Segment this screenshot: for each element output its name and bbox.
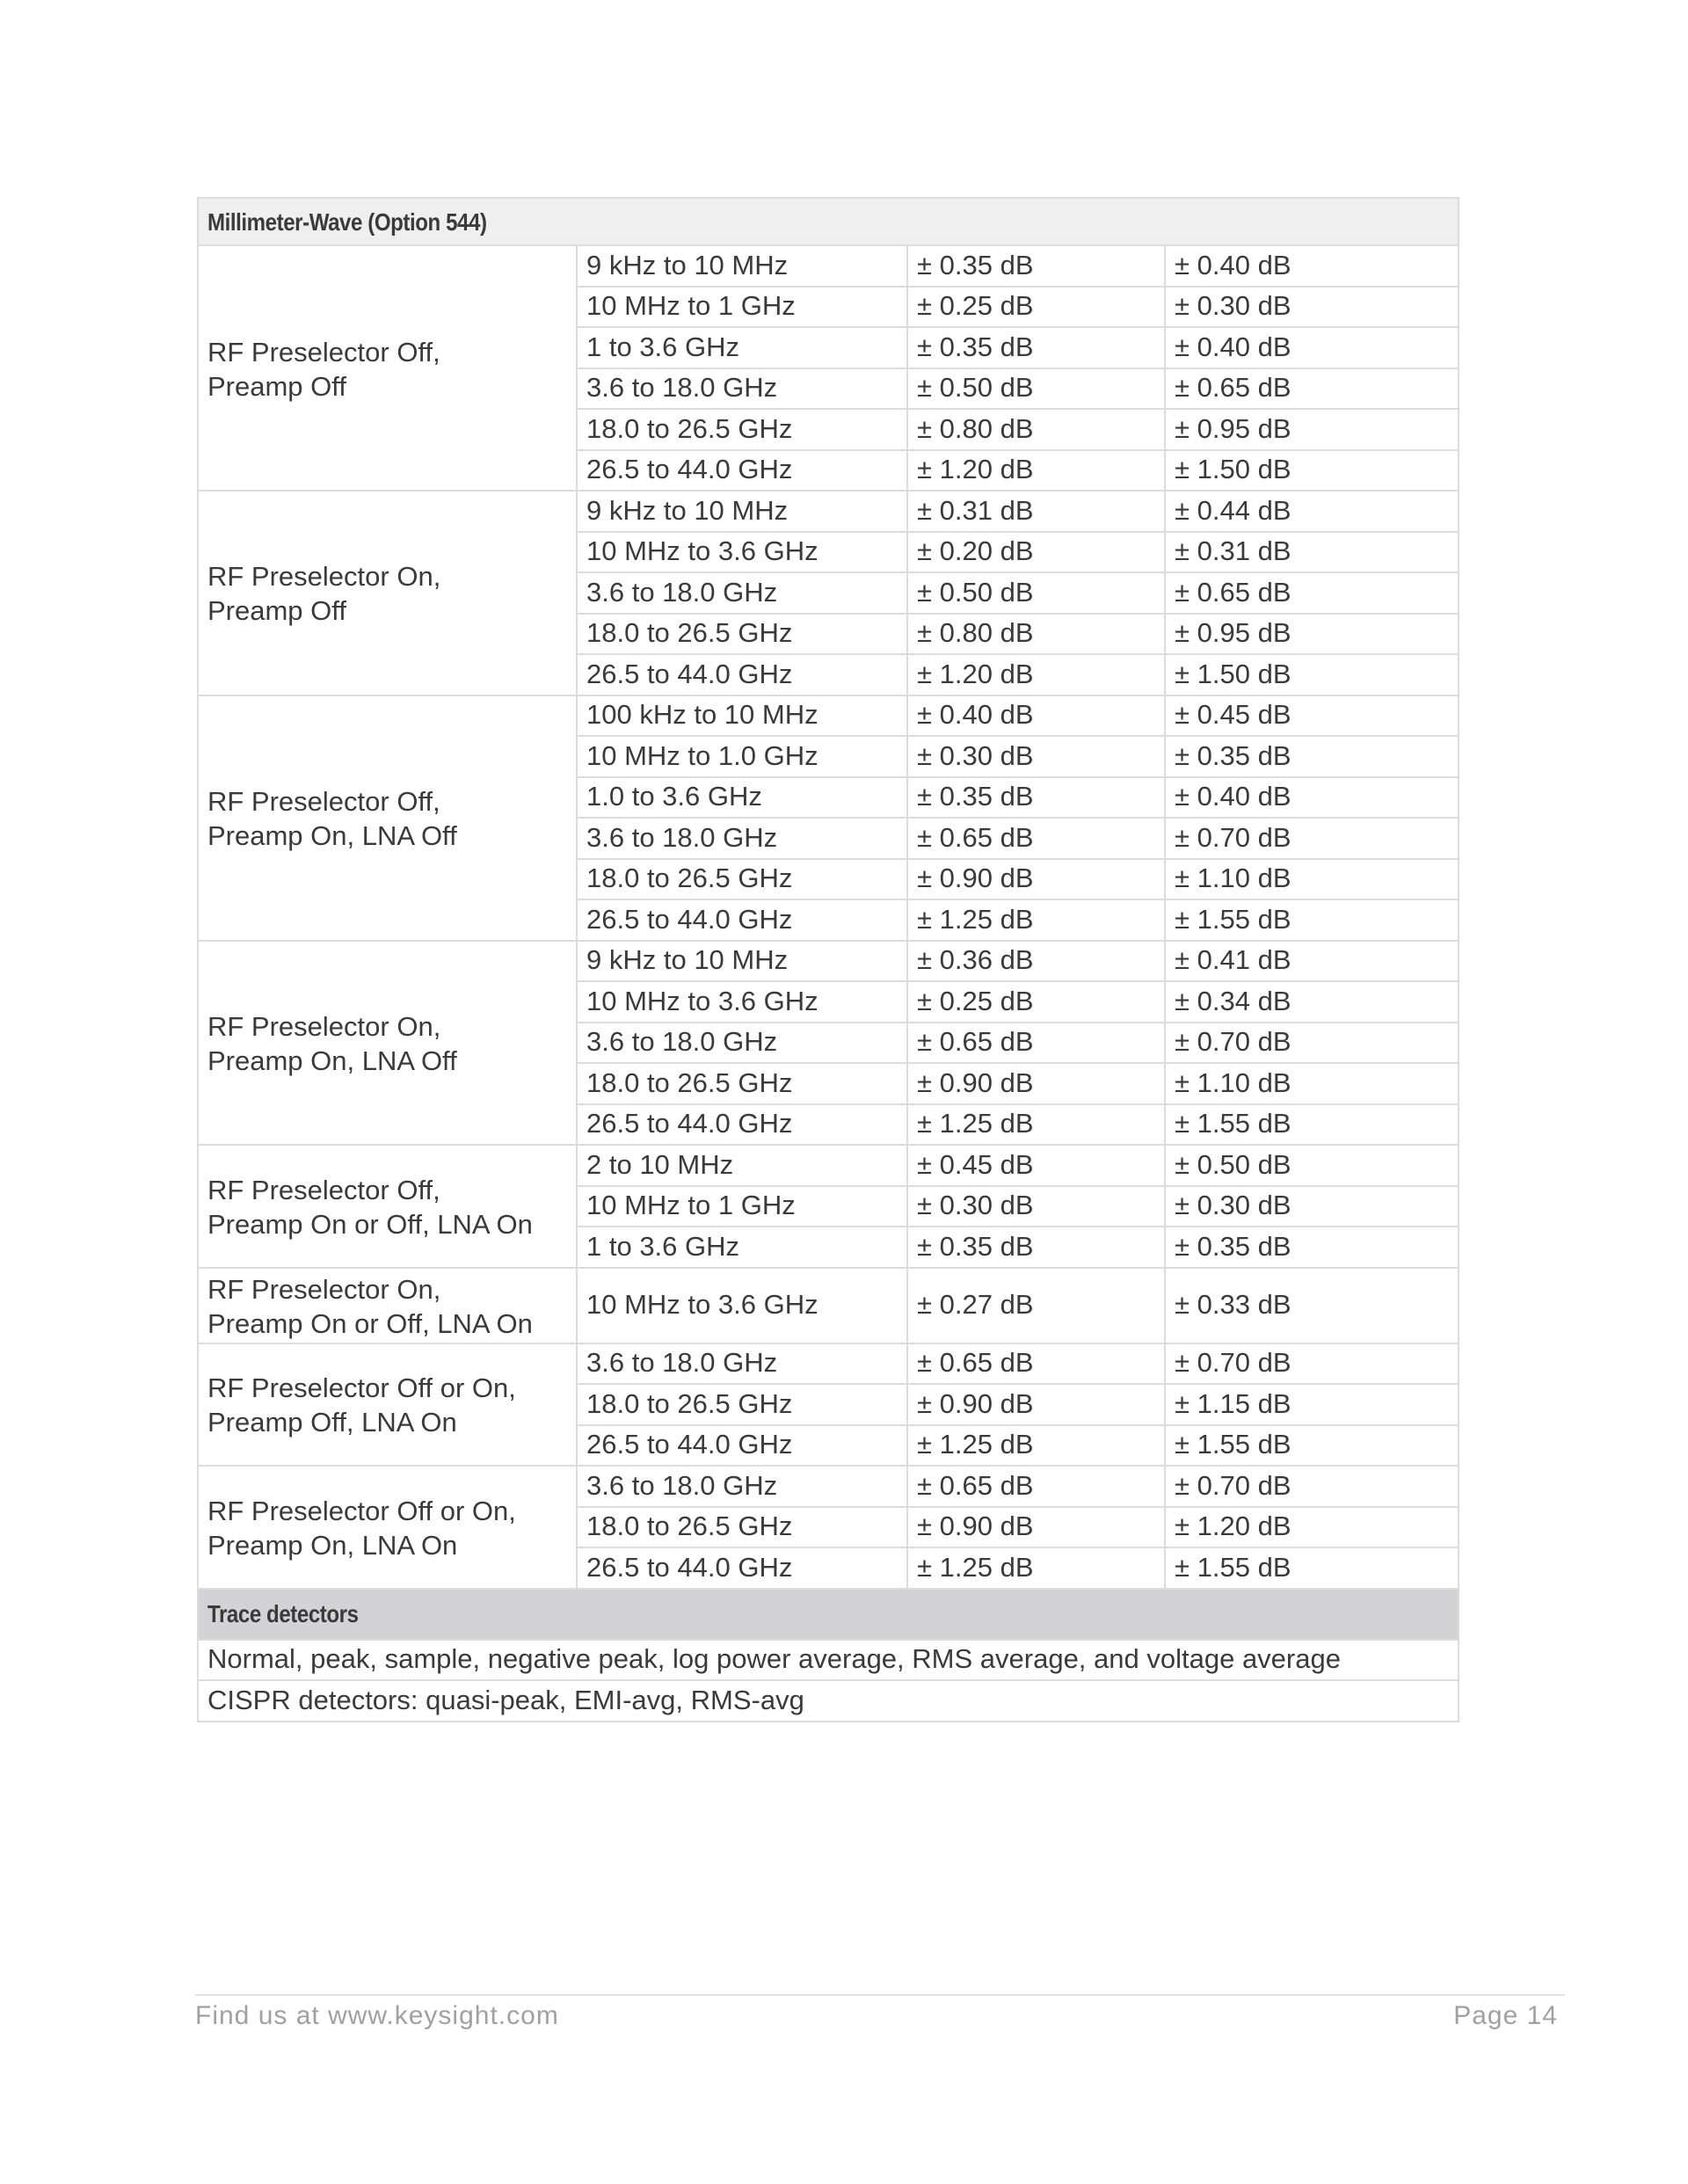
accuracy-max-cell: ± 0.40 dB [1165,777,1459,819]
accuracy-typical-cell: ± 1.25 dB [907,1104,1165,1146]
footer-website: Find us at www.keysight.com [195,2001,559,2030]
accuracy-typical-cell: ± 0.80 dB [907,409,1165,450]
accuracy-max-cell: ± 0.95 dB [1165,614,1459,655]
frequency-range-cell: 9 kHz to 10 MHz [577,491,907,532]
frequency-range-cell: 18.0 to 26.5 GHz [577,614,907,655]
accuracy-max-cell: ± 0.34 dB [1165,981,1459,1023]
accuracy-max-cell: ± 1.20 dB [1165,1507,1459,1548]
table-row [198,1680,1459,1722]
accuracy-max-cell: ± 1.10 dB [1165,1063,1459,1104]
trace-detectors-title [198,1589,1459,1640]
accuracy-typical-cell: ± 0.20 dB [907,532,1165,573]
accuracy-max-cell: ± 0.65 dB [1165,368,1459,410]
frequency-range-cell: 1.0 to 3.6 GHz [577,777,907,819]
accuracy-typical-cell: ± 0.90 dB [907,1507,1165,1548]
accuracy-typical-cell: ± 0.36 dB [907,941,1165,982]
accuracy-max-cell: ± 0.40 dB [1165,245,1459,287]
frequency-range-cell: 3.6 to 18.0 GHz [577,368,907,410]
condition-label: RF Preselector Off, Preamp On, LNA Off [198,695,577,941]
frequency-range-cell: 3.6 to 18.0 GHz [577,818,907,859]
trace-detector-line: CISPR detectors: quasi-peak, EMI-avg, RMS-avg [198,1680,1459,1722]
frequency-range-cell: 10 MHz to 1 GHz [577,287,907,328]
frequency-range-cell: 26.5 to 44.0 GHz [577,1104,907,1146]
condition-label: RF Preselector On, Preamp On, LNA Off [198,941,577,1146]
accuracy-typical-cell: ± 0.25 dB [907,981,1165,1023]
accuracy-typical-cell: ± 0.35 dB [907,1227,1165,1268]
accuracy-max-cell: ± 0.30 dB [1165,1186,1459,1227]
accuracy-max-cell: ± 0.35 dB [1165,736,1459,777]
accuracy-typical-cell: ± 0.80 dB [907,614,1165,655]
accuracy-max-cell: ± 0.70 dB [1165,818,1459,859]
table-row [198,695,1459,737]
condition-label: RF Preselector Off, Preamp On or Off, LNA On [198,1145,577,1268]
accuracy-max-cell: ± 1.10 dB [1165,859,1459,900]
accuracy-typical-cell: ± 0.45 dB [907,1145,1165,1186]
accuracy-max-cell: ± 1.55 dB [1165,1104,1459,1146]
accuracy-max-cell: ± 1.55 dB [1165,1425,1459,1467]
frequency-range-cell: 26.5 to 44.0 GHz [577,1425,907,1467]
accuracy-typical-cell: ± 0.30 dB [907,1186,1165,1227]
accuracy-max-cell: ± 0.45 dB [1165,695,1459,737]
condition-label: RF Preselector Off or On, Preamp On, LNA On [198,1466,577,1589]
accuracy-typical-cell: ± 0.90 dB [907,1384,1165,1425]
accuracy-typical-cell: ± 0.90 dB [907,859,1165,900]
trace-detectors-header-row [198,1589,1459,1640]
frequency-range-cell: 3.6 to 18.0 GHz [577,1466,907,1507]
accuracy-max-cell: ± 1.55 dB [1165,1547,1459,1589]
accuracy-typical-cell: ± 0.65 dB [907,1466,1165,1507]
frequency-range-cell: 18.0 to 26.5 GHz [577,1063,907,1104]
accuracy-typical-cell: ± 0.50 dB [907,572,1165,614]
frequency-range-cell: 10 MHz to 1.0 GHz [577,736,907,777]
frequency-range-cell: 18.0 to 26.5 GHz [577,1384,907,1425]
section-title-text: Millimeter-Wave (Option 544) [207,207,487,236]
section-title [198,198,1459,245]
accuracy-max-cell: ± 0.31 dB [1165,532,1459,573]
accuracy-typical-cell: ± 1.25 dB [907,1425,1165,1467]
table-row [198,1268,1459,1343]
condition-label: RF Preselector Off, Preamp Off [198,245,577,491]
table-row [198,1343,1459,1385]
accuracy-typical-cell: ± 0.35 dB [907,327,1165,368]
accuracy-typical-cell: ± 1.20 dB [907,450,1165,491]
table-row [198,1145,1459,1186]
accuracy-typical-cell: ± 0.65 dB [907,1343,1165,1385]
frequency-range-cell: 10 MHz to 3.6 GHz [577,1268,907,1343]
footer-divider [195,1994,1565,1996]
table-row [198,491,1459,532]
frequency-range-cell: 2 to 10 MHz [577,1145,907,1186]
accuracy-typical-cell: ± 0.50 dB [907,368,1165,410]
accuracy-typical-cell: ± 1.25 dB [907,1547,1165,1589]
accuracy-max-cell: ± 0.95 dB [1165,409,1459,450]
table-row [198,941,1459,982]
frequency-range-cell: 18.0 to 26.5 GHz [577,1507,907,1548]
frequency-range-cell: 9 kHz to 10 MHz [577,941,907,982]
accuracy-max-cell: ± 0.33 dB [1165,1268,1459,1343]
accuracy-typical-cell: ± 0.30 dB [907,736,1165,777]
frequency-range-cell: 26.5 to 44.0 GHz [577,899,907,941]
accuracy-max-cell: ± 0.35 dB [1165,1227,1459,1268]
accuracy-typical-cell: ± 0.35 dB [907,777,1165,819]
frequency-range-cell: 9 kHz to 10 MHz [577,245,907,287]
accuracy-typical-cell: ± 0.90 dB [907,1063,1165,1104]
frequency-range-cell: 18.0 to 26.5 GHz [577,409,907,450]
footer-page-number: Page 14 [1453,2001,1558,2030]
accuracy-max-cell: ± 0.50 dB [1165,1145,1459,1186]
accuracy-typical-cell: ± 0.25 dB [907,287,1165,328]
accuracy-typical-cell: ± 0.40 dB [907,695,1165,737]
frequency-range-cell: 100 kHz to 10 MHz [577,695,907,737]
table-row [198,1640,1459,1681]
frequency-range-cell: 26.5 to 44.0 GHz [577,654,907,695]
spec-table [197,197,1459,1722]
section-header-row [198,198,1459,245]
table-row [198,1466,1459,1507]
frequency-range-cell: 3.6 to 18.0 GHz [577,1023,907,1064]
accuracy-typical-cell: ± 1.20 dB [907,654,1165,695]
accuracy-max-cell: ± 0.41 dB [1165,941,1459,982]
condition-label: RF Preselector On, Preamp On or Off, LNA On [198,1268,577,1343]
frequency-range-cell: 3.6 to 18.0 GHz [577,572,907,614]
accuracy-max-cell: ± 0.70 dB [1165,1023,1459,1064]
accuracy-max-cell: ± 1.55 dB [1165,899,1459,941]
accuracy-typical-cell: ± 0.27 dB [907,1268,1165,1343]
frequency-range-cell: 10 MHz to 3.6 GHz [577,532,907,573]
frequency-range-cell: 10 MHz to 3.6 GHz [577,981,907,1023]
table-row [198,245,1459,287]
accuracy-max-cell: ± 1.50 dB [1165,654,1459,695]
frequency-range-cell: 18.0 to 26.5 GHz [577,859,907,900]
accuracy-max-cell: ± 0.70 dB [1165,1466,1459,1507]
accuracy-typical-cell: ± 0.65 dB [907,818,1165,859]
condition-label: RF Preselector Off or On, Preamp Off, LNA On [198,1343,577,1467]
accuracy-max-cell: ± 0.44 dB [1165,491,1459,532]
frequency-range-cell: 26.5 to 44.0 GHz [577,450,907,491]
accuracy-typical-cell: ± 0.35 dB [907,245,1165,287]
frequency-range-cell: 1 to 3.6 GHz [577,327,907,368]
accuracy-max-cell: ± 0.30 dB [1165,287,1459,328]
accuracy-max-cell: ± 0.70 dB [1165,1343,1459,1385]
frequency-range-cell: 26.5 to 44.0 GHz [577,1547,907,1589]
frequency-range-cell: 10 MHz to 1 GHz [577,1186,907,1227]
accuracy-max-cell: ± 1.15 dB [1165,1384,1459,1425]
accuracy-typical-cell: ± 1.25 dB [907,899,1165,941]
accuracy-typical-cell: ± 0.31 dB [907,491,1165,532]
condition-label: RF Preselector On, Preamp Off [198,491,577,695]
trace-detectors-title-text: Trace detectors [207,1600,359,1627]
frequency-range-cell: 3.6 to 18.0 GHz [577,1343,907,1385]
accuracy-max-cell: ± 0.40 dB [1165,327,1459,368]
accuracy-typical-cell: ± 0.65 dB [907,1023,1165,1064]
trace-detector-line: Normal, peak, sample, negative peak, log power average, RMS average, and voltage average [198,1640,1459,1681]
accuracy-max-cell: ± 0.65 dB [1165,572,1459,614]
frequency-range-cell: 1 to 3.6 GHz [577,1227,907,1268]
accuracy-max-cell: ± 1.50 dB [1165,450,1459,491]
spec-table-body [198,198,1459,1722]
